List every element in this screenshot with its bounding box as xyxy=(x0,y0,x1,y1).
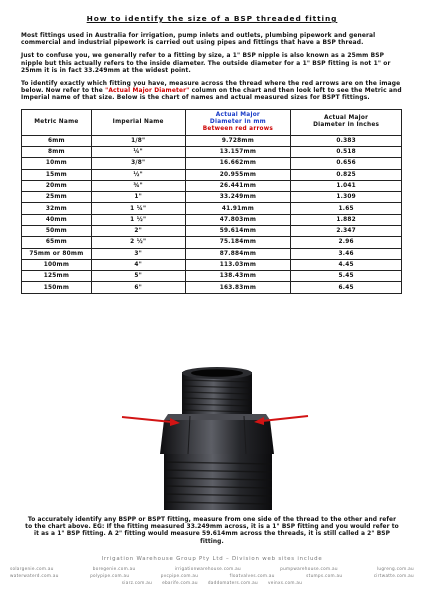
cell-imperial-name: 2 ½" xyxy=(91,237,185,248)
cell-actual-mm: 41.91mm xyxy=(185,203,291,214)
cell-metric-name: 6mm xyxy=(22,135,92,146)
header-actual-mm-line1: Actual Major xyxy=(215,111,261,118)
table-row xyxy=(22,237,402,248)
cell-metric-name: 100mm xyxy=(22,259,92,270)
intro-paragraph: Most fittings used in Australia for irrigation, pump inlets and outlets, plumbing pipework and general commercial and industrial pipework is carried out using pipes and fittings that have a BSP thread. xyxy=(21,33,376,47)
cell-actual-mm: 16.662mm xyxy=(185,158,291,169)
table-row xyxy=(22,271,402,282)
cell-actual-inches: 1.041 xyxy=(291,180,402,191)
footer-site-link[interactable]: veinxs.com.au xyxy=(267,580,303,585)
table-row xyxy=(22,192,402,203)
cell-imperial-name: 4" xyxy=(91,259,185,270)
cell-actual-mm: 87.884mm xyxy=(185,248,291,259)
cell-actual-inches: 0.825 xyxy=(291,169,402,180)
table-row xyxy=(22,180,402,191)
cell-imperial-name: 1" xyxy=(91,192,185,203)
footer-site-link[interactable]: pumpwarehouse.com.au xyxy=(280,566,338,571)
cell-metric-name: 40mm xyxy=(22,214,92,225)
cell-actual-mm: 75.184mm xyxy=(185,237,291,248)
footer-links-row-2 xyxy=(10,572,414,579)
measurement-caption: To accurately identify any BSPP or BSPT fitting, measure from one side of the thread to the other and refer to the chart above. EG: If the fitting measured 33.249mm across, it is a 1" BSP fitting and you would refer to it as a 1" BSP fitting. A 2" fitting would measure 59.614mm across the threads, it is still called a 2" BSP fitting. xyxy=(25,517,399,545)
cell-actual-inches: 2.347 xyxy=(291,226,402,237)
cell-actual-inches: 4.45 xyxy=(291,259,402,270)
cell-metric-name: 150mm xyxy=(22,282,92,293)
table-body xyxy=(22,135,402,293)
header-actual-inches-line2: Diameter in Inches xyxy=(313,122,380,129)
page-title: How to identify the size of a BSP threaded fitting xyxy=(86,14,338,23)
cell-actual-inches: 0.518 xyxy=(291,146,402,157)
cell-metric-name: 15mm xyxy=(22,169,92,180)
cell-actual-inches: 1.882 xyxy=(291,214,402,225)
bsp-nipple-photo xyxy=(120,364,310,514)
header-actual-inches-line1: Actual Major xyxy=(324,115,369,122)
cell-imperial-name: 6" xyxy=(91,282,185,293)
footer-site-link[interactable]: siarz.com.au xyxy=(121,580,153,585)
footer-group-line: Irrigation Warehouse Group Pty Ltd – Division web sites include xyxy=(101,556,323,562)
cell-actual-inches: 1.65 xyxy=(291,203,402,214)
footer-site-link[interactable]: ebarife.com.au xyxy=(162,580,198,585)
cell-actual-inches: 6.45 xyxy=(291,282,402,293)
table-row xyxy=(22,169,402,180)
header-imperial-name: Imperial Name xyxy=(91,109,185,135)
footer-site-link[interactable]: waterwaterd.com.au xyxy=(10,573,59,578)
cell-metric-name: 50mm xyxy=(22,226,92,237)
cell-actual-mm: 163.83mm xyxy=(185,282,291,293)
table-row xyxy=(22,248,402,259)
actual-major-diameter-highlight: "Actual Major Diameter" xyxy=(105,88,190,95)
cell-metric-name: 65mm xyxy=(22,237,92,248)
footer-site-link[interactable]: irrigationwarehouse.com.au xyxy=(174,566,241,571)
table-row xyxy=(22,146,402,157)
cell-actual-inches: 3.46 xyxy=(291,248,402,259)
footer-site-link[interactable]: floatvalves.com.au xyxy=(229,573,275,578)
footer-site-link[interactable]: cirtwatte.com.au xyxy=(373,573,414,578)
cell-actual-inches: 2.96 xyxy=(291,237,402,248)
footer-site-link[interactable]: pvcpipe.com.au xyxy=(160,573,199,578)
cell-actual-mm: 33.249mm xyxy=(185,192,291,203)
bsp-size-table xyxy=(21,109,402,294)
header-actual-mm-line2: Diameter in mm xyxy=(209,118,266,125)
table-row xyxy=(22,259,402,270)
footer-site-link[interactable]: polypipe.com.au xyxy=(90,573,130,578)
instructions-text-b: column on the chart and then look left to see the Metric and Imperial name of that size. Below is the chart of names and actual measured sizes for BSPT fittings. xyxy=(21,88,402,102)
cell-imperial-name: ¾" xyxy=(91,180,185,191)
cell-imperial-name: ¼" xyxy=(91,146,185,157)
cell-actual-inches: 0.383 xyxy=(291,135,402,146)
footer-site-link[interactable]: solargenie.com.au xyxy=(10,566,54,571)
cell-metric-name: 32mm xyxy=(22,203,92,214)
cell-imperial-name: 1/8" xyxy=(91,135,185,146)
cell-imperial-name: 2" xyxy=(91,226,185,237)
footer-links-row-1 xyxy=(10,565,414,572)
cell-imperial-name: 1 ½" xyxy=(91,214,185,225)
cell-metric-name: 125mm xyxy=(22,271,92,282)
cell-imperial-name: 5" xyxy=(91,271,185,282)
instructions-paragraph xyxy=(21,81,403,103)
diameter-paragraph: Just to confuse you, we generally refer to a fitting by size, a 1" BSP nipple is also known as a 25mm BSP nipple but this actually refers to the inside diameter. The outside diameter for a 1" BSP fitting is not 1" or 25mm it is in fact 33.249mm at the widest point. xyxy=(21,53,391,74)
table-row xyxy=(22,158,402,169)
table-row xyxy=(22,135,402,146)
footer-site-link[interactable]: lugreng.com.au xyxy=(376,566,414,571)
header-actual-mm-note: Between red arrows xyxy=(202,125,274,132)
table-row xyxy=(22,203,402,214)
header-metric-name: Metric Name xyxy=(22,109,92,135)
cell-metric-name: 75mm or 80mm xyxy=(22,248,92,259)
cell-actual-mm: 59.614mm xyxy=(185,226,291,237)
cell-actual-mm: 9.728mm xyxy=(185,135,291,146)
cell-imperial-name: ½" xyxy=(91,169,185,180)
cell-actual-mm: 26.441mm xyxy=(185,180,291,191)
cell-actual-inches: 0.656 xyxy=(291,158,402,169)
cell-metric-name: 20mm xyxy=(22,180,92,191)
table-header-row xyxy=(22,109,402,135)
cell-metric-name: 25mm xyxy=(22,192,92,203)
table-row xyxy=(22,226,402,237)
cell-metric-name: 8mm xyxy=(22,146,92,157)
cell-imperial-name: 3/8" xyxy=(91,158,185,169)
footer-site-link[interactable]: daddomaters.com.au xyxy=(207,580,258,585)
instructions-text-a: To identify exactly which fitting you have, measure across the thread where the red arrows are on the image below. Now refer to the xyxy=(21,81,401,95)
cell-actual-mm: 47.803mm xyxy=(185,214,291,225)
cell-actual-mm: 13.157mm xyxy=(185,146,291,157)
table-row xyxy=(22,282,402,293)
table-row xyxy=(22,214,402,225)
cell-imperial-name: 1 ¼" xyxy=(91,203,185,214)
cell-imperial-name: 3" xyxy=(91,248,185,259)
footer-links-row-3 xyxy=(10,579,414,586)
cell-actual-inches: 5.45 xyxy=(291,271,402,282)
footer xyxy=(10,556,414,586)
cell-metric-name: 10mm xyxy=(22,158,92,169)
header-actual-mm xyxy=(185,109,291,135)
cell-actual-inches: 1.309 xyxy=(291,192,402,203)
header-actual-inches xyxy=(291,109,402,135)
cell-actual-mm: 113.03mm xyxy=(185,259,291,270)
footer-site-link[interactable]: boregenie.com.au xyxy=(92,566,136,571)
cell-actual-mm: 138.43mm xyxy=(185,271,291,282)
cell-actual-mm: 20.955mm xyxy=(185,169,291,180)
footer-site-link[interactable]: stumps.com.au xyxy=(306,573,343,578)
